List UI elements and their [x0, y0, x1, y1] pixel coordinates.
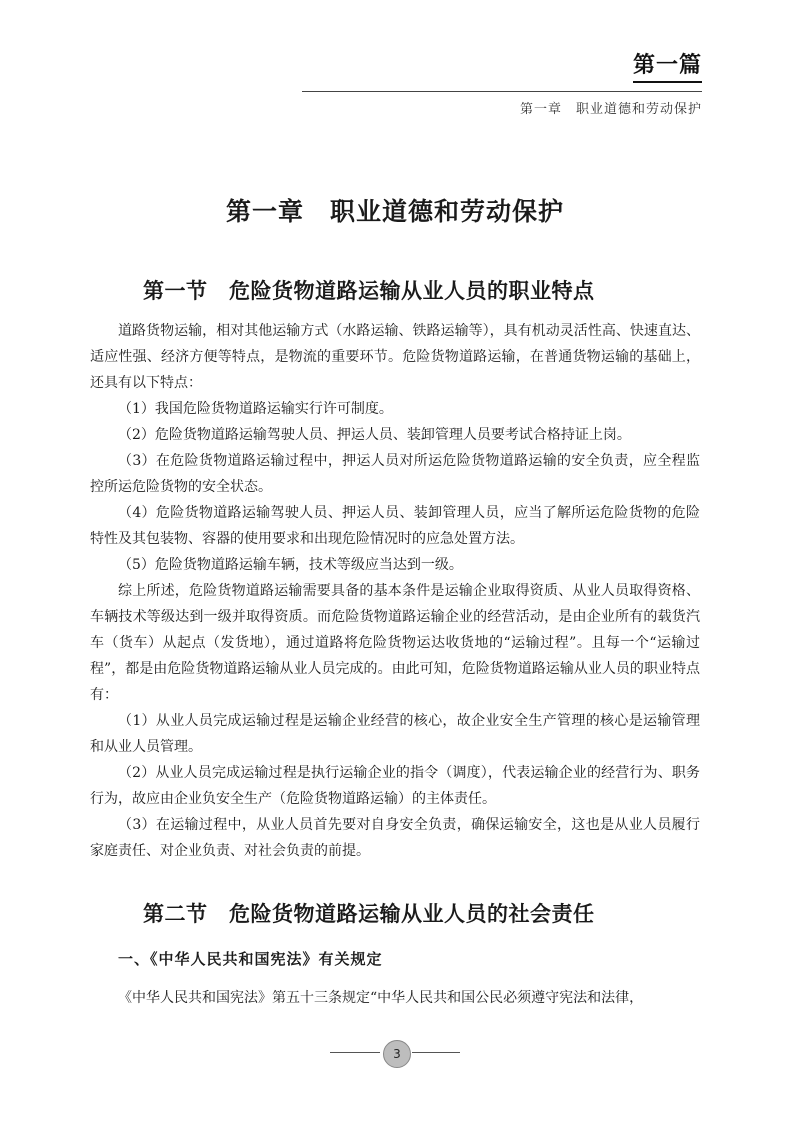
paragraph: （3）在危险货物道路运输过程中，押运人员对所运危险货物道路运输的安全负责，应全程监控所运危险货物的安全状态。: [90, 453, 700, 495]
section-1-body: [90, 318, 700, 864]
paragraph: （4）危险货物道路运输驾驶人员、押运人员、装卸管理人员，应当了解所运危险货物的危险特性及其包装物、容器的使用要求和出现危险情况时的应急处置方法。: [90, 505, 700, 547]
section-title-2: 第二节 危险货物道路运输从业人员的社会责任: [143, 902, 595, 926]
running-header: [302, 48, 702, 117]
paragraph: （1）我国危险货物道路运输实行许可制度。: [118, 401, 393, 417]
page-number: 3: [383, 1040, 411, 1068]
paragraph: 《中华人民共和国宪法》第五十三条规定“中华人民共和国公民必须遵守宪法和法律，: [118, 990, 644, 1006]
paragraph: 综上所述，危险货物道路运输需要具备的基本条件是运输企业取得资质、从业人员取得资格、车辆技术等级达到一级并取得资质。而危险货物道路运输企业的经营活动，是由企业所有的载货汽车（货车）从起点（发货地），通过道路将危险货物运达收货地的“运输过程”。且每一个“运输过程”，都是由危险货物道路运输从业人员完成的。由此可知，危险货物道路运输从业人员的职业特点有：: [90, 583, 700, 703]
paragraph: （2）从业人员完成运输过程是执行运输企业的指令（调度），代表运输企业的经营行为、职务行为，故应由企业负安全生产（危险货物道路运输）的主体责任。: [90, 765, 700, 807]
paragraph: （5）危险货物道路运输车辆，技术等级应当达到一级。: [118, 557, 463, 573]
running-chapter-title: 第一章 职业道德和劳动保护: [302, 91, 702, 117]
section-2-body: [90, 985, 700, 1011]
footer-rule-right: [412, 1052, 460, 1053]
page-footer: [0, 1038, 790, 1068]
paragraph: （1）从业人员完成运输过程是运输企业经营的核心，故企业安全生产管理的核心是运输管理和从业人员管理。: [90, 713, 700, 755]
subsection-title: 一、《中华人民共和国宪法》有关规定: [118, 950, 383, 968]
part-title: 第一篇: [633, 48, 702, 83]
paragraph: （3）在运输过程中，从业人员首先要对自身安全负责，确保运输安全，这也是从业人员履行家庭责任、对企业负责、对社会负责的前提。: [90, 817, 700, 859]
paragraph: 道路货物运输，相对其他运输方式（水路运输、铁路运输等），具有机动灵活性高、快速直达、适应性强、经济方便等特点，是物流的重要环节。危险货物道路运输，在普通货物运输的基础上，还具有以下特点：: [90, 323, 700, 391]
section-title-1: 第一节 危险货物道路运输从业人员的职业特点: [143, 279, 595, 303]
footer-rule-left: [330, 1052, 380, 1053]
chapter-title: 第一章 职业道德和劳动保护: [225, 197, 564, 226]
paragraph: （2）危险货物道路运输驾驶人员、押运人员、装卸管理人员要考试合格持证上岗。: [118, 427, 631, 443]
